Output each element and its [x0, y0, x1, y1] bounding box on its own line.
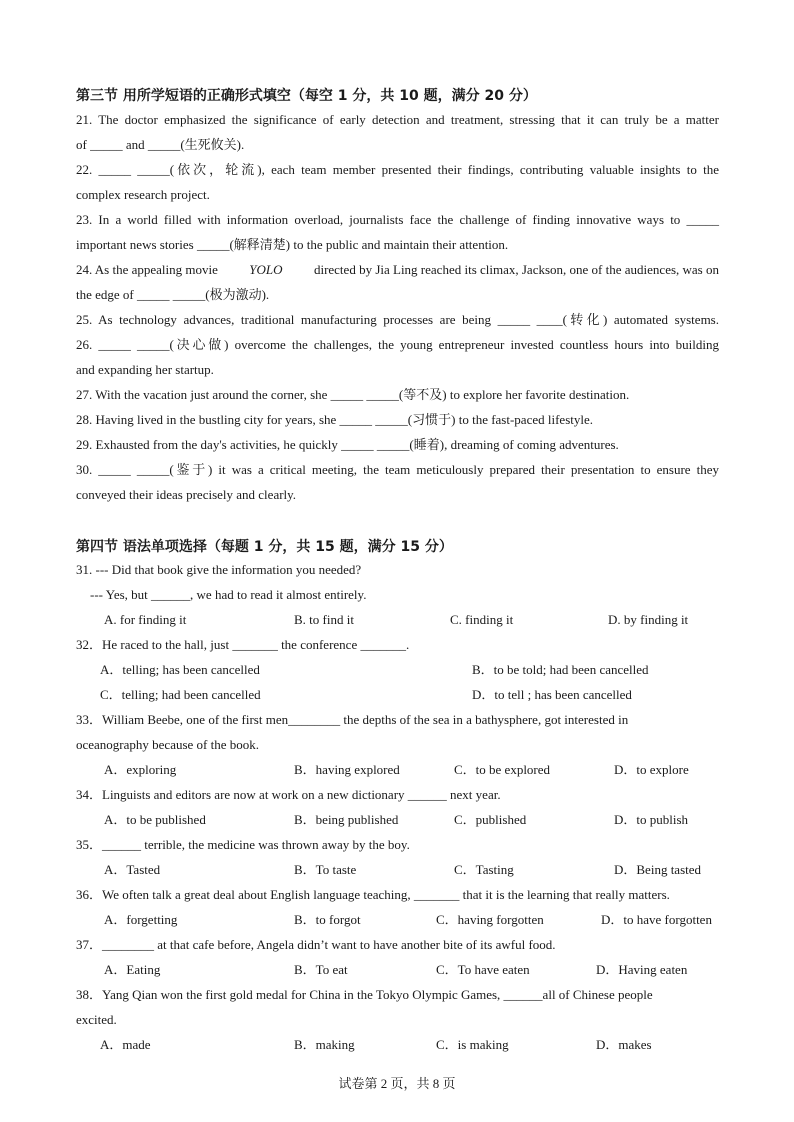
q34-option-a[interactable]: A．to be published: [104, 812, 206, 827]
q38-option-b[interactable]: B．making: [294, 1037, 355, 1052]
q35-option-c[interactable]: C．Tasting: [454, 862, 514, 877]
q24-text-a: 24. As the appealing movie: [76, 262, 218, 277]
q31-stem: 31. --- Did that book give the information you needed?: [76, 562, 362, 577]
q22-line1: 22. _____ _____(依次，轮流), each team member presented their findings, contributing valuable insights to the: [76, 162, 719, 177]
q34-option-d[interactable]: D．to publish: [614, 812, 689, 827]
q35-stem: 35．______ terrible, the medicine was thrown away by the boy.: [76, 837, 410, 852]
q37-option-c[interactable]: C．To have eaten: [436, 962, 530, 977]
q30-line1: 30. _____ _____(鉴于) it was a critical meeting, the team meticulously prepared their presentation to ensure they: [76, 462, 719, 477]
q35-option-d[interactable]: D．Being tasted: [614, 862, 702, 877]
q26-line1: 26. _____ _____(决心做) overcome the challenges, the young entrepreneur invested countless hours into building: [76, 337, 719, 352]
q37-stem: 37．________ at that cafe before, Angela didn’t want to have another bite of its awful food.: [76, 937, 556, 952]
q27-line: 27. With the vacation just around the corner, she _____ _____(等不及) to explore her favorite destination.: [76, 387, 630, 402]
q32-option-b[interactable]: B．to be told; had been cancelled: [472, 662, 649, 677]
q25-line: 25. As technology advances, traditional manufacturing processes are being _____ ____(转化) automated systems.: [76, 312, 719, 327]
q37-option-d[interactable]: D．Having eaten: [596, 962, 688, 977]
q36-option-a[interactable]: A．forgetting: [104, 912, 178, 927]
q32-option-a[interactable]: A．telling; has been cancelled: [100, 662, 260, 677]
q38-stem-cont: excited.: [76, 1012, 117, 1027]
q28-line: 28. Having lived in the bustling city for years, she _____ _____(习惯于) to the fast-paced lifestyle.: [76, 412, 593, 427]
q24-line1: [76, 262, 719, 278]
q36-stem: 36．We often talk a great deal about English language teaching, _______ that it is the learning that really matters.: [76, 887, 670, 902]
q22-line2: complex research project.: [76, 187, 210, 202]
section3-heading: 第三节 用所学短语的正确形式填空（每空 1 分，共 10 题，满分 20 分）: [76, 88, 537, 104]
q24-text-b: directed by Jia Ling reached its climax, Jackson, one of the audiences, was on: [313, 262, 719, 277]
q29-line: 29. Exhausted from the day's activities, he quickly _____ _____(睡着), dreaming of coming adventures.: [76, 437, 619, 452]
q38-stem: 38．Yang Qian won the first gold medal for China in the Tokyo Olympic Games, ______all of Chinese people: [76, 987, 653, 1002]
q34-stem: 34．Linguists and editors are now at work on a new dictionary ______ next year.: [76, 787, 501, 802]
q32-option-d[interactable]: D．to tell ; has been cancelled: [472, 687, 632, 702]
q24-line2: the edge of _____ _____(极为激动).: [76, 287, 270, 302]
q37-option-b[interactable]: B．To eat: [294, 962, 348, 977]
q24-movie-title: YOLO: [249, 262, 283, 277]
q31-option-d[interactable]: D. by finding it: [608, 612, 689, 627]
q33-option-b[interactable]: B．having explored: [294, 762, 400, 777]
q33-option-d[interactable]: D．to explore: [614, 762, 689, 777]
page-footer: 试卷第 2 页，共 8 页: [338, 1076, 456, 1091]
q31-option-a[interactable]: A. for finding it: [104, 612, 187, 627]
q34-option-b[interactable]: B．being published: [294, 812, 399, 827]
q33-stem: 33．William Beebe, one of the first men________ the depths of the sea in a bathysphere, got interested in: [76, 712, 629, 727]
q31-option-b[interactable]: B. to find it: [294, 612, 354, 627]
q33-option-c[interactable]: C．to be explored: [454, 762, 551, 777]
q34-option-c[interactable]: C．published: [454, 812, 527, 827]
q35-option-a[interactable]: A．Tasted: [104, 862, 161, 877]
q36-option-b[interactable]: B．to forgot: [294, 912, 361, 927]
q30-line2: conveyed their ideas precisely and clearly.: [76, 487, 297, 502]
q21-line2: of _____ and _____(生死攸关).: [76, 137, 245, 152]
q32-stem: 32．He raced to the hall, just _______ the conference _______.: [76, 637, 410, 652]
q32-option-c[interactable]: C．telling; had been cancelled: [100, 687, 261, 702]
q31-option-c[interactable]: C. finding it: [450, 612, 514, 627]
q23-line1: 23. In a world filled with information overload, journalists face the challenge of finding innovative ways to _____: [76, 212, 719, 227]
q21-line1: 21. The doctor emphasized the significance of early detection and treatment, stressing that it can truly be a matter: [76, 112, 719, 127]
q26-line2: and expanding her startup.: [76, 362, 214, 377]
q33-stem-cont: oceanography because of the book.: [76, 737, 260, 752]
q38-option-d[interactable]: D．makes: [596, 1037, 652, 1052]
q36-option-d[interactable]: D．to have forgotten: [601, 912, 712, 927]
q23-line2: important news stories _____(解释清楚) to the public and maintain their attention.: [76, 237, 509, 252]
q33-option-a[interactable]: A．exploring: [104, 762, 177, 777]
section4-heading: 第四节 语法单项选择（每题 1 分，共 15 题，满分 15 分）: [76, 539, 453, 555]
q31-stem-reply: --- Yes, but ______, we had to read it almost entirely.: [90, 587, 367, 602]
q36-option-c[interactable]: C．having forgotten: [436, 912, 544, 927]
q38-option-c[interactable]: C．is making: [436, 1037, 509, 1052]
q38-option-a[interactable]: A．made: [100, 1037, 151, 1052]
q37-option-a[interactable]: A．Eating: [104, 962, 161, 977]
q35-option-b[interactable]: B．To taste: [294, 862, 357, 877]
